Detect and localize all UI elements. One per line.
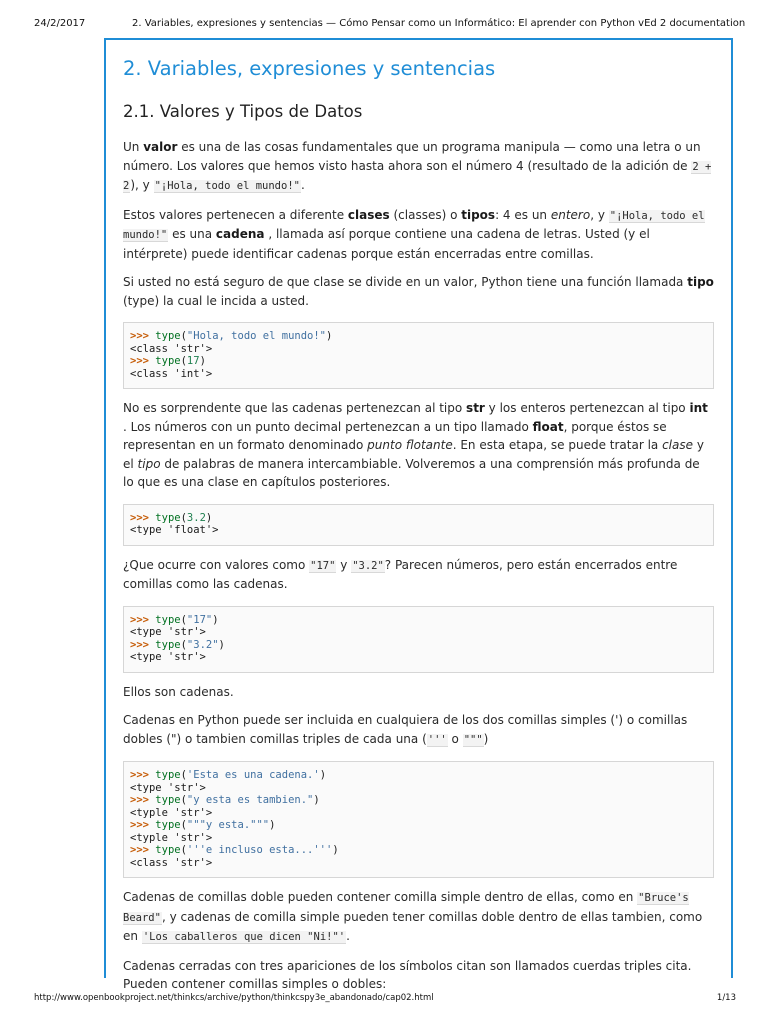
- term-tipos: tipos: [461, 207, 496, 222]
- inline-code: ''': [427, 733, 447, 746]
- paragraph-valor: Un valor es una de las cosas fundamentales que un programa manipula — como una letra o un número. Los valores que hemos visto hasta ahora son el número 4 (resultado de la adición de 2 + 2), y "¡Hola, todo el mundo!".: [123, 140, 712, 192]
- code-block-quoted-numbers: >>> type("17") <type 'str'> >>> type("3.2") <type 'str'>: [123, 606, 714, 673]
- print-date: 24/2/2017: [34, 18, 86, 29]
- term-valor: valor: [143, 140, 178, 154]
- print-header: [0, 18, 768, 32]
- inline-code: 'Los caballeros que dicen "Ni!"': [142, 931, 346, 943]
- term-entero: entero: [550, 207, 591, 222]
- inline-code: """: [463, 733, 483, 746]
- inline-code: "¡Hola, todo el mundo!": [154, 180, 300, 192]
- paragraph-clases: Estos valores pertenecen a diferente clases (classes) o tipos: 4 es un entero, y "¡Hola, todo el mundo!" es una cadena , llamada así porque contiene una cadena de letras. Usted (y el intérprete) puede identificar cadenas porque están encerradas entre comillas.: [123, 207, 705, 261]
- term-punto-flotante: punto flotante: [367, 438, 453, 452]
- term-tipo: tipo: [687, 275, 714, 289]
- term-tipo-italic: tipo: [137, 456, 161, 471]
- paragraph-tipo: Si usted no está seguro de que clase se divide en un valor, Python tiene una función llamada tipo (type) la cual le incida a usted.: [123, 275, 714, 308]
- inline-code: 2 + 2: [123, 160, 712, 192]
- page-number: 1/13: [716, 993, 736, 1003]
- term-float: float: [532, 419, 564, 434]
- article-body: [123, 40, 714, 994]
- term-int: int: [689, 401, 708, 415]
- section-title: 2.1. Valores y Tipos de Datos: [123, 102, 363, 121]
- print-url: http://www.openbookproject.net/thinkcs/archive/python/thinkcspy3e_abandonado/cap02.html: [34, 993, 434, 1003]
- paragraph-nested-quotes: Cadenas de comillas doble pueden contener comilla simple dentro de ellas, como en "Bruce's Beard", y cadenas de comilla simple pueden tener comillas doble dentro de ellas tambien, como en 'Los caballeros que dicen "Ni!"'.: [123, 890, 703, 943]
- chapter-title: 2. Variables, expresiones y sentencias: [123, 57, 496, 80]
- code-block-string-quotes: >>> type('Esta es una cadena.') <type 'str'> >>> type("y esta es tambien.") <typle 'str'> >>> type("""y esta.""") <typle 'str'> >>> type('''e incluso esta...''') <class 'str'>: [123, 761, 714, 878]
- inline-code: "¡Hola, todo el mundo!": [123, 209, 705, 241]
- print-footer: [0, 993, 768, 1007]
- paragraph-triple-quotes: Cadenas cerradas con tres apariciones de los símbolos citan son llamados cuerdas triples cita. Pueden contener comillas simples o dobles:: [123, 958, 692, 991]
- term-clase: clase: [662, 438, 693, 452]
- code-block-float: >>> type(3.2) <type 'float'>: [123, 504, 714, 546]
- document-frame: [104, 38, 733, 991]
- inline-code: "3.2": [352, 559, 384, 572]
- inline-code: "Bruce's Beard": [123, 892, 689, 924]
- code-block-type-examples: >>> type("Hola, todo el mundo!") <class 'str'> >>> type(17) <class 'int'>: [123, 322, 714, 389]
- paragraph-quote-types: Cadenas en Python puede ser incluida en cualquiera de los dos comillas simples (') o comillas dobles (") o tambien comillas triples de cada una (''' o """): [123, 713, 688, 746]
- paragraph-quoted-numbers: ¿Que ocurre con valores como "17" y "3.2"? Parecen números, pero están encerrados entre comillas como las cadenas.: [123, 557, 678, 591]
- paragraph-ellos-son-cadenas: Ellos son cadenas.: [123, 684, 234, 699]
- inline-code: "17": [310, 559, 336, 572]
- term-cadena: cadena: [215, 227, 265, 241]
- term-str: str: [466, 401, 485, 415]
- paragraph-str-int-float: No es sorprendente que las cadenas pertenezcan al tipo str y los enteros pertenezcan al tipo int . Los números con un punto decimal pertenezcan a un tipo llamado float, porque éstos se representan en un formato denominado punto flotante. En esta etapa, se puede tratar la clase y el tipo de palabras de manera intercambiable. Volveremos a una comprensión más profunda de lo que es una clase en capítulos posteriores.: [123, 401, 708, 489]
- term-clases: clases: [347, 207, 390, 222]
- print-document-title: 2. Variables, expresiones y sentencias — Cómo Pensar como un Informático: El aprender con Python vEd 2 documentation: [132, 18, 746, 29]
